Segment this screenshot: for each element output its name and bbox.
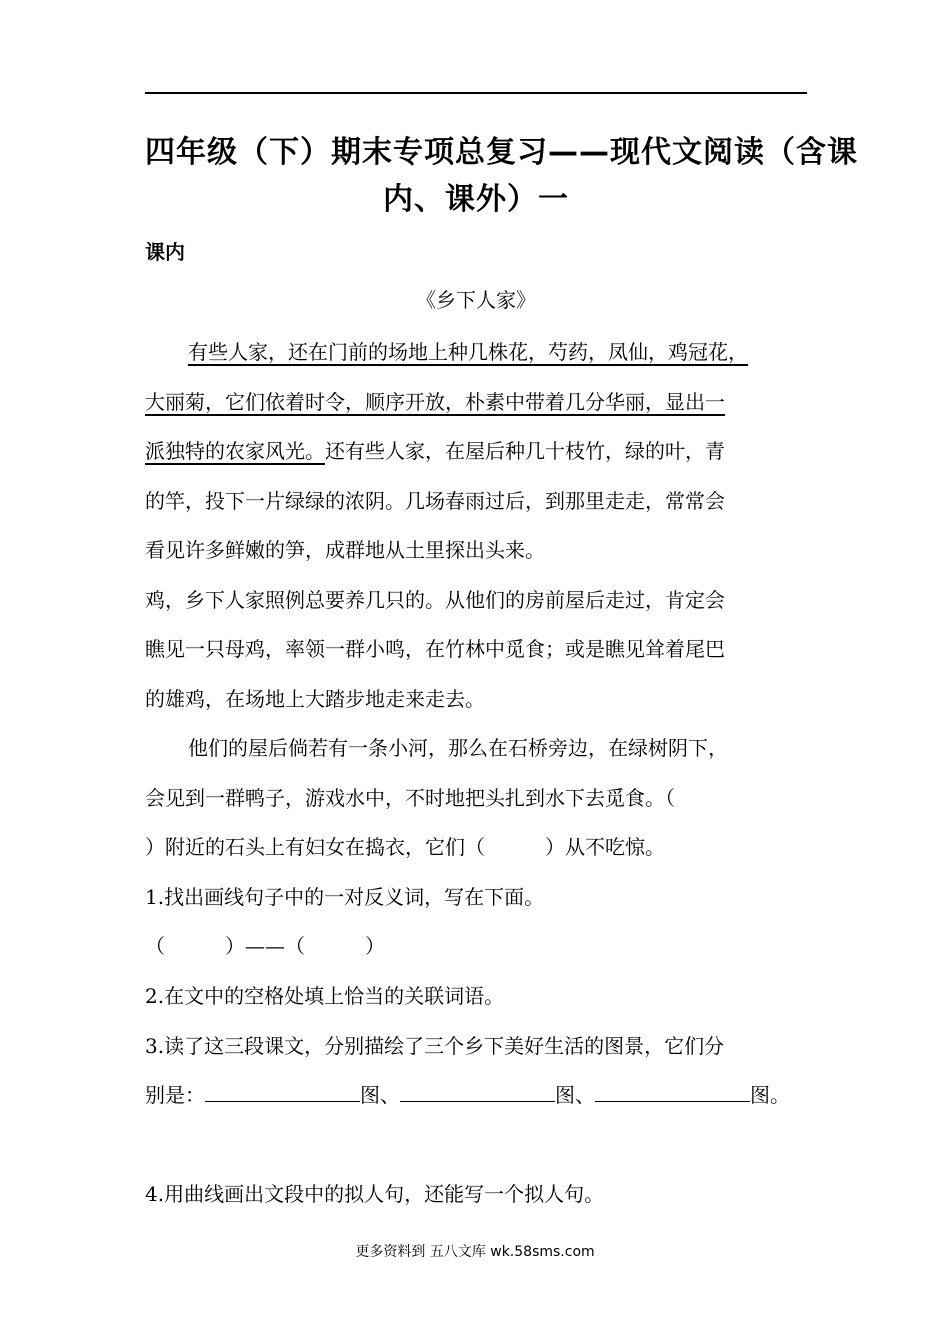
underlined-sentence: 派独特的农家风光。 [145, 439, 325, 463]
answer-blank [400, 1083, 555, 1102]
question-4: 4.用曲线画出文段中的拟人句，还能写一个拟人句。 [145, 1182, 605, 1206]
passage-line [188, 340, 748, 364]
passage-line [145, 390, 725, 414]
underlined-sentence: 大丽菊，它们依着时令，顺序开放，朴素中带着几分华丽，显出一 [145, 390, 725, 414]
page-title-line-2: 内、课外）一 [383, 182, 569, 217]
passage-line: ）附近的石头上有妇女在捣衣，它们（ ）从不吃惊。 [145, 835, 665, 859]
passage-line: 鸡，乡下人家照例总要养几只的。从他们的房前屋后走过，肯定会 [145, 588, 725, 612]
passage-text: 还有些人家，在屋后种几十枝竹，绿的叶，青 [325, 439, 725, 463]
footer-watermark: 更多资料到 五八文库 wk.58sms.com [355, 1244, 595, 1260]
answer-blank [205, 1083, 360, 1102]
passage-line [145, 439, 725, 463]
passage-line: 会见到一群鸭子，游戏水中，不时地把头扎到水下去觅食。（ [145, 786, 675, 810]
question-3-answer-line [145, 1083, 790, 1107]
passage-line: 他们的屋后倘若有一条小河，那么在石桥旁边，在绿树阴下， [188, 736, 728, 760]
question-2: 2.在文中的空格处填上恰当的关联词语。 [145, 984, 505, 1008]
answer-suffix: 图、 [360, 1083, 400, 1107]
section-heading: 课内 [145, 240, 185, 264]
underlined-sentence: 有些人家，还在门前的场地上种几株花，芍药，凤仙，鸡冠花， [188, 340, 748, 364]
passage-line: 的竿，投下一片绿绿的浓阴。几场春雨过后，到那里走走，常常会 [145, 489, 725, 513]
passage-line: 看见许多鲜嫩的笋，成群地从土里探出头来。 [145, 538, 545, 562]
page-title-line-1: 四年级（下）期末专项总复习——现代文阅读（含课 [145, 135, 858, 170]
passage-line: 瞧见一只母鸡，率领一群小鸣，在竹林中觅食；或是瞧见耸着尾巴 [145, 637, 725, 661]
question-3: 3.读了这三段课文，分别描绘了三个乡下美好生活的图景，它们分 [145, 1034, 725, 1058]
answer-suffix: 图。 [750, 1083, 790, 1107]
answer-blank [595, 1083, 750, 1102]
question-3-prefix: 别是： [145, 1083, 205, 1107]
header-rule [145, 92, 807, 94]
passage-title: 《乡下人家》 [416, 288, 536, 312]
answer-suffix: 图、 [555, 1083, 595, 1107]
question-1-answer-blanks: （ ）——（ ） [145, 934, 385, 958]
question-1: 1.找出画线句子中的一对反义词，写在下面。 [145, 885, 545, 909]
passage-line: 的雄鸡，在场地上大踏步地走来走去。 [145, 687, 485, 711]
